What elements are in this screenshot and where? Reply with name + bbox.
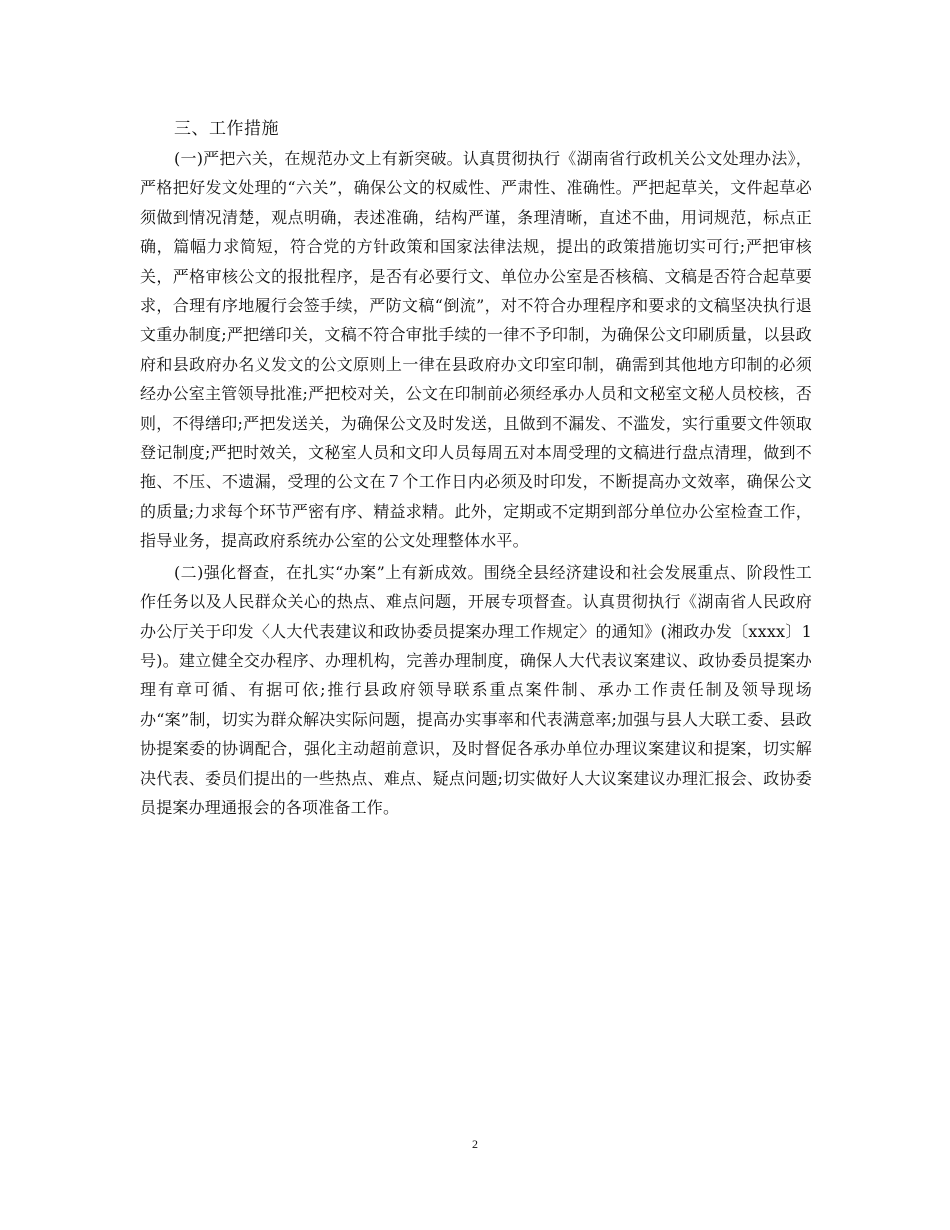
paragraph-2: (二)强化督查，在扎实“办案”上有新成效。围绕全县经济建设和社会发展重点、阶段性工作任务以及人民群众关心的热点、难点问题，开展专项督查。认真贯彻执行《湖南省人民政府办公厅关于印发〈人大代表建议和政协委员提案办理工作规定〉的通知》(湘政办发〔xxxx〕1号)。建立健全交办程序、办理机构，完善办理制度，确保人大代表议案建议、政协委员提案办理有章可循、有据可依;推行县政府领导联系重点案件制、承办工作责任制及领导现场办“案”制，切实为群众解决实际问题，提高办实事率和代表满意率;加强与县人大联工委、县政协提案委的协调配合，强化主动超前意识，及时督促各承办单位办理议案建议和提案，切实解决代表、委员们提出的一些热点、难点、疑点问题;切实做好人大议案建议办理汇报会、政协委员提案办理通报会的各项准备工作。 <box>140 562 812 817</box>
section-heading: 三、工作措施 <box>174 119 279 139</box>
document-body <box>140 115 812 822</box>
paragraph-1: (一)严把六关，在规范办文上有新突破。认真贯彻执行《湖南省行政机关公文处理办法》，严格把好发文处理的“六关”，确保公文的权威性、严肃性、准确性。严把起草关，文件起草必须做到情况清楚，观点明确，表述准确，结构严谨，条理清晰，直述不曲，用词规范，标点正确，篇幅力求简短，符合党的方针政策和国家法律法规，提出的政策措施切实可行;严把审核关，严格审核公文的报批程序，是否有必要行文、单位办公室是否核稿、文稿是否符合起草要求，合理有序地履行会签手续，严防文稿“倒流”，对不符合办理程序和要求的文稿坚决执行退文重办制度;严把缮印关，文稿不符合审批手续的一律不予印制，为确保公文印刷质量，以县政府和县政府办名义发文的公文原则上一律在县政府办文印室印制，确需到其他地方印制的必须经办公室主管领导批准;严把校对关，公文在印制前必须经承办人员和文秘室文秘人员校核，否则，不得缮印;严把发送关，为确保公文及时发送，且做到不漏发、不滥发，实行重要文件领取登记制度;严把时效关，文秘室人员和文印人员每周五对本周受理的文稿进行盘点清理，做到不拖、不压、不遗漏，受理的公文在７个工作日内必须及时印发，不断提高办文效率，确保公文的质量;力求每个环节严密有序、精益求精。此外，定期或不定期到部分单位办公室检查工作，指导业务，提高政府系统办公室的公文处理整体水平。 <box>140 149 812 551</box>
page-number: 2 <box>472 1137 478 1151</box>
